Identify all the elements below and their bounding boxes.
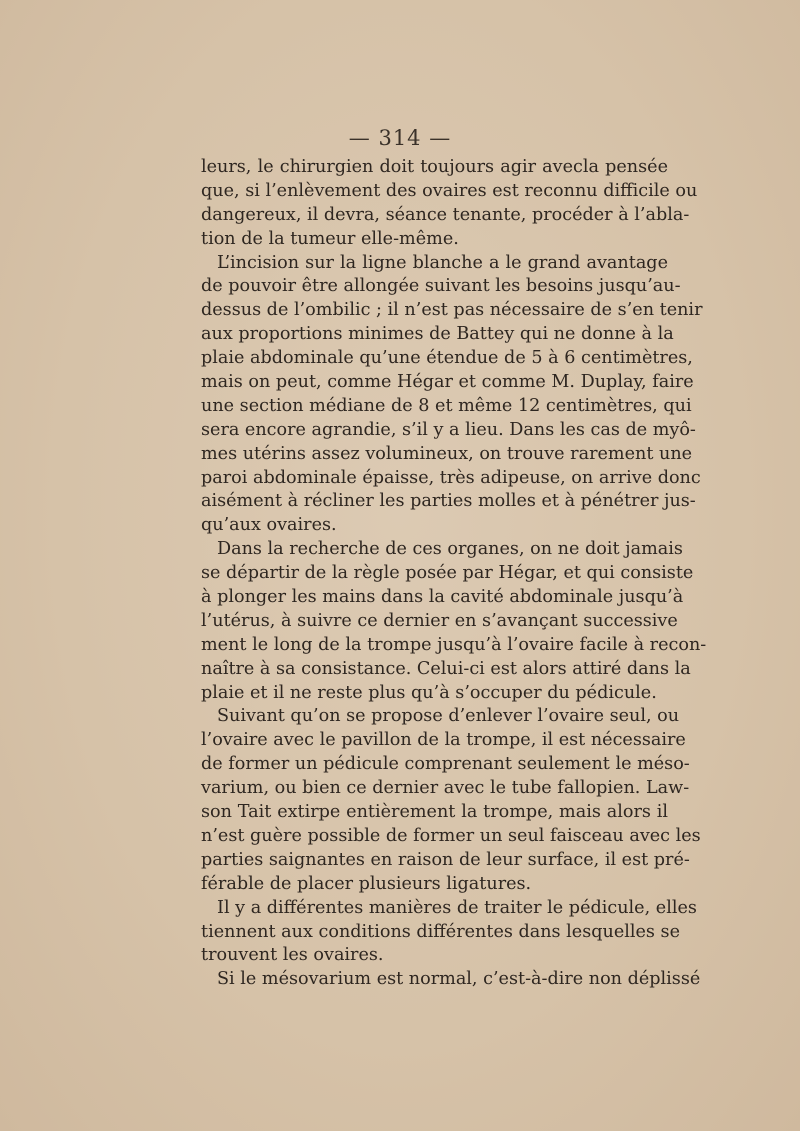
text-line: mais on peut, comme Hégar et comme M. Duplay, faire xyxy=(201,372,694,393)
text-line: Si le mésovarium est normal, c’est-à-dire non déplissé xyxy=(217,969,701,990)
text-line: ment le long de la trompe jusqu’à l’ovaire facile à recon- xyxy=(201,634,707,655)
text-line: à plonger les mains dans la cavité abdominale jusqu’à xyxy=(201,587,684,608)
text-line: tiennent aux conditions différentes dans lesquelles se xyxy=(201,921,680,942)
text-line: varium, ou bien ce dernier avec le tube fallopien. Law- xyxy=(201,778,690,799)
text-line: Dans la recherche de ces organes, on ne doit jamais xyxy=(217,539,683,560)
text-line: une section médiane de 8 et même 12 centimètres, qui xyxy=(201,395,692,416)
text-line: dessus de l’ombilic ; il n’est pas nécessaire de s’en tenir xyxy=(201,300,703,321)
text-line: son Tait extirpe entièrement la trompe, mais alors il xyxy=(201,802,668,823)
text-line: que, si l’enlèvement des ovaires est reconnu difficile ou xyxy=(201,180,698,201)
body-text xyxy=(201,156,707,992)
text-line: Suivant qu’on se propose d’enlever l’ovaire seul, ou xyxy=(217,706,680,727)
text-line: de pouvoir être allongée suivant les besoins jusqu’au- xyxy=(201,276,681,297)
text-line: mes utérins assez volumineux, on trouve rarement une xyxy=(201,443,693,464)
page-number: — 314 — xyxy=(348,126,452,150)
text-line: leurs, le chirurgien doit toujours agir avecla pensée xyxy=(201,157,668,177)
text-line: plaie et il ne reste plus qu’à s’occuper du pédicule. xyxy=(201,682,657,703)
text-line: trouvent les ovaires. xyxy=(201,945,384,966)
text-line: férable de placer plusieurs ligatures. xyxy=(201,873,532,894)
text-line: l’utérus, à suivre ce dernier en s’avançant successive xyxy=(201,610,678,631)
text-line: Il y a différentes manières de traiter le pédicule, elles xyxy=(217,897,697,918)
text-line: tion de la tumeur elle-même. xyxy=(201,228,459,249)
text-line: L’incision sur la ligne blanche a le grand avantage xyxy=(217,252,668,273)
text-line: qu’aux ovaires. xyxy=(201,515,337,536)
text-line: l’ovaire avec le pavillon de la trompe, il est nécessaire xyxy=(201,730,686,751)
text-line: de former un pédicule comprenant seulement le méso- xyxy=(201,754,690,775)
text-line: aux proportions minimes de Battey qui ne donne à la xyxy=(201,324,674,345)
text-line: plaie abdominale qu’une étendue de 5 à 6 centimètres, xyxy=(201,348,693,369)
text-line: n’est guère possible de former un seul faisceau avec les xyxy=(201,825,701,846)
text-line: se départir de la règle posée par Hégar, et qui consiste xyxy=(201,563,694,584)
text-line: paroi abdominale épaisse, très adipeuse, on arrive donc xyxy=(201,467,701,488)
text-line: parties saignantes en raison de leur surface, il est pré- xyxy=(201,849,690,870)
text-line: dangereux, il devra, séance tenante, procéder à l’abla- xyxy=(201,204,690,225)
text-line: sera encore agrandie, s’il y a lieu. Dans les cas de myô- xyxy=(201,419,696,440)
text-line: naître à sa consistance. Celui-ci est alors attiré dans la xyxy=(201,658,691,679)
text-line: aisément à récliner les parties molles et à pénétrer jus- xyxy=(201,491,696,512)
